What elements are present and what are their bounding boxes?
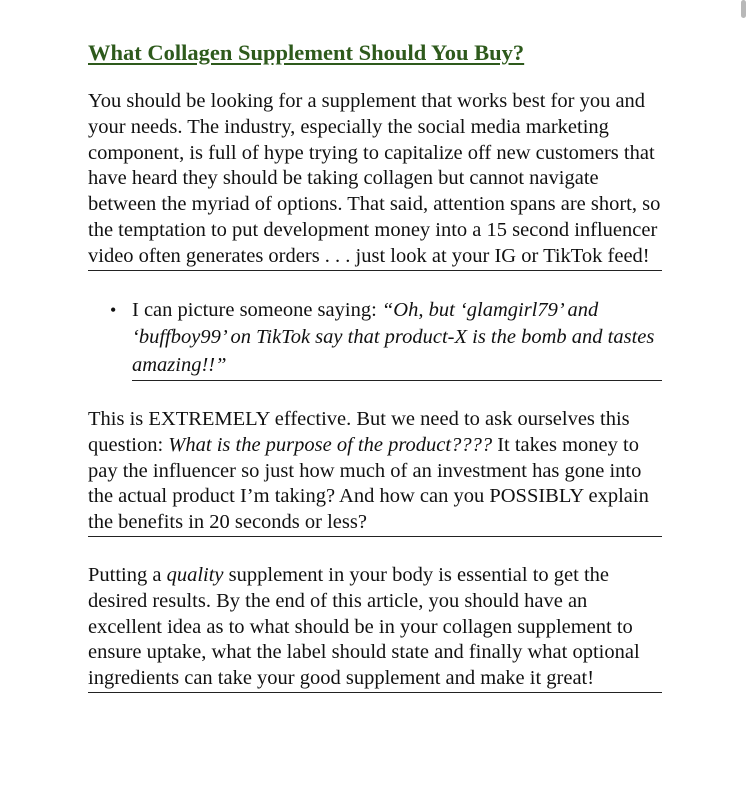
paragraph-2-b: It takes money to pay the influencer so just how much of an investment has gone into the actual product I’m taking? And how can you POSSIBLY explain the benefits in 20 seconds or less? (88, 433, 649, 534)
scrollbar[interactable] (741, 0, 746, 18)
bullet-dot-icon: • (110, 299, 117, 320)
article (88, 36, 662, 719)
paragraph-2-a: This is EXTREMELY effective. But we need to ask ourselves this question: (88, 407, 630, 456)
paragraph-3-b: supplement in your body is essential to get the desired results. By the end of this article, you should have an excellent idea as to what should be in your collagen supplement to ensure uptake, what the label should state and finally what optional ingredients can take your good supplement and make it great! (88, 563, 640, 690)
bullet-text (132, 297, 662, 381)
bullet-quote: “Oh, but ‘glamgirl79’ and ‘buffboy99’ on TikTok say that product-X is the bomb and tastes amazing!!” (132, 298, 655, 377)
paragraph-2-italic: What is the purpose of the product???? (168, 433, 493, 456)
article-title: What Collagen Supplement Should You Buy? (88, 40, 525, 65)
paragraph-2 (88, 407, 662, 537)
paragraph-3-italic: quality (166, 563, 224, 586)
bullet-intro: I can picture someone saying: (132, 298, 382, 321)
paragraph-3 (88, 563, 662, 693)
paragraph-3-a: Putting a (88, 563, 167, 586)
paragraph-1: You should be looking for a supplement that works best for you and your needs. The industry, especially the social media marketing component, is full of hype trying to capitalize off new customers that have heard they should be taking collagen but cannot navigate between the myriad of options. That said, attention spans are short, so the temptation to put development money into a 15 second influencer video often generates orders . . . just look at your IG or TikTok feed! (88, 89, 662, 271)
bullet-item (88, 297, 662, 381)
